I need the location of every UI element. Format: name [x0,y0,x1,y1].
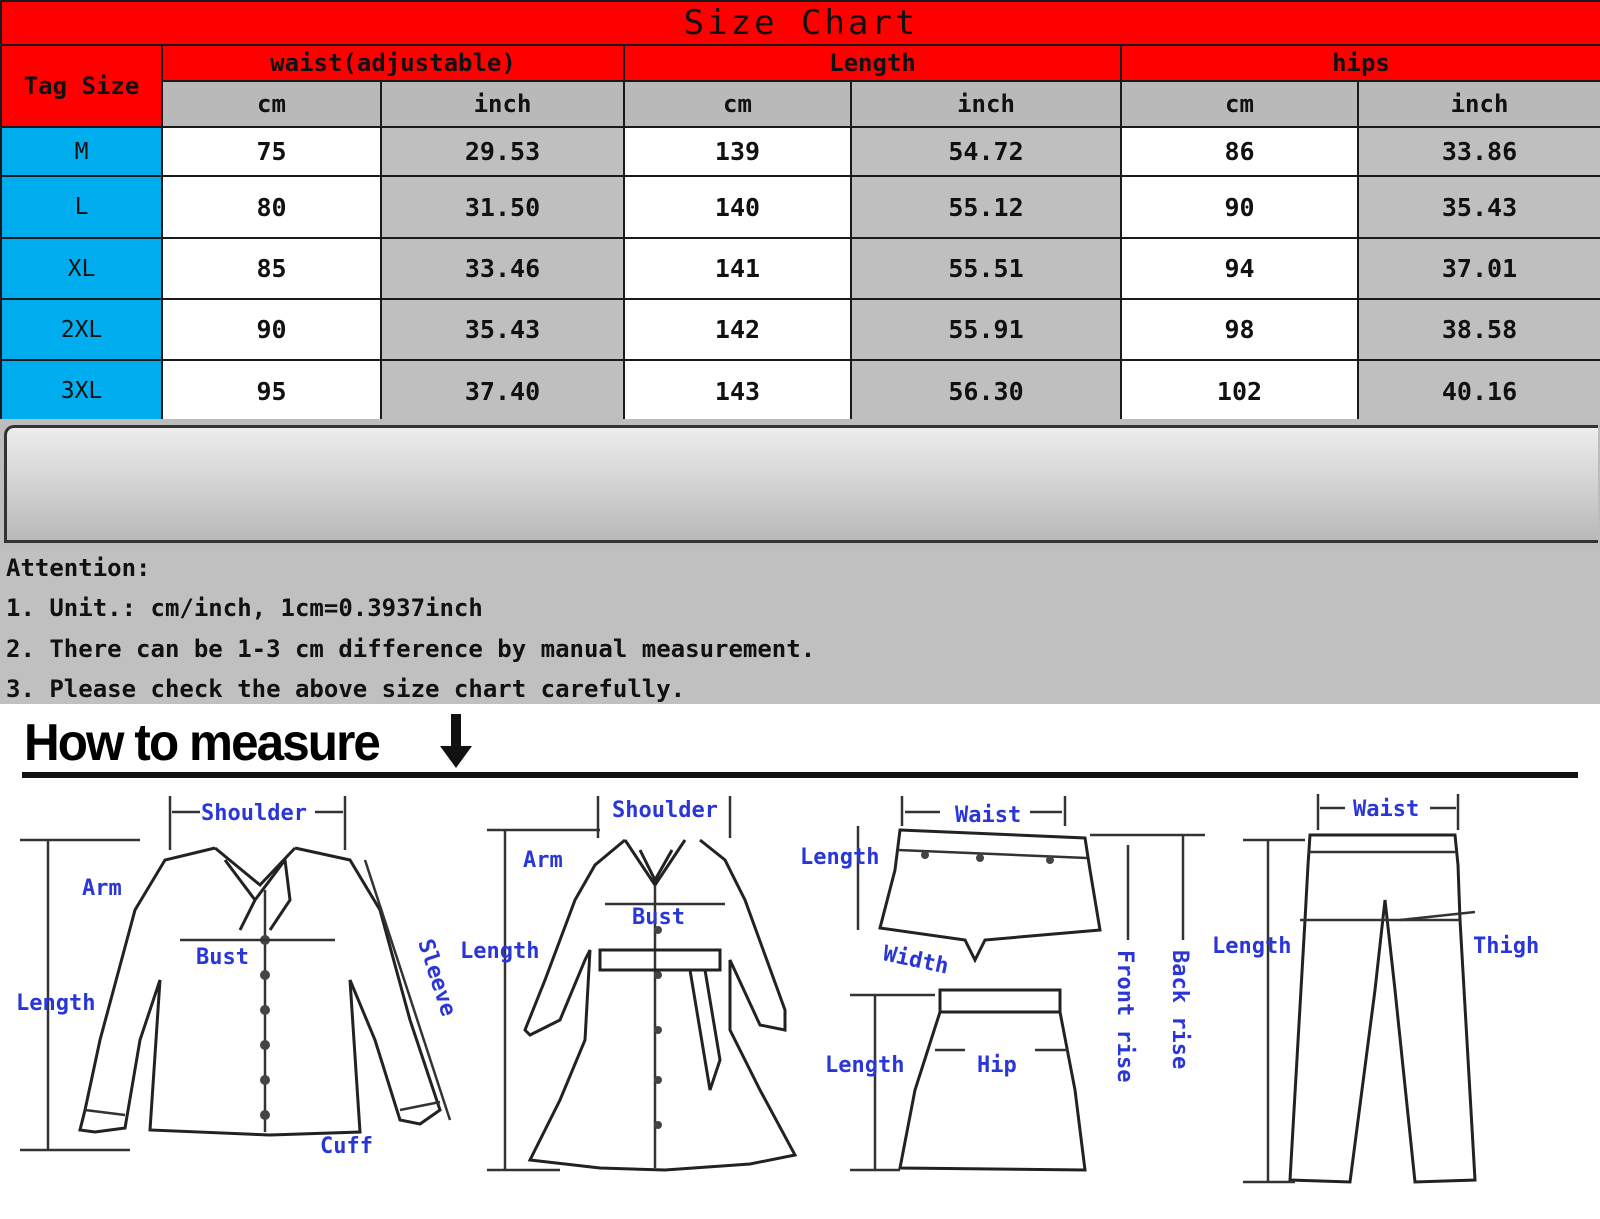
value-cell: 90 [1121,176,1358,238]
shorts-front-rise-label: Front rise [1112,950,1137,1083]
attention-item: 1. Unit.: cm/inch, 1cm=0.3937inch [6,594,483,622]
size-chart-table [0,0,1600,423]
value-cell: 95 [162,360,381,422]
shirt-length-label: Length [16,991,96,1016]
dress-length-label: Length [460,939,540,964]
down-arrow-icon [436,712,476,770]
unit-header: inch [381,81,624,127]
pants-thigh-label: Thigh [1473,934,1540,959]
value-cell: 35.43 [1358,176,1600,238]
skirt-hip-label: Hip [977,1053,1017,1078]
value-cell: 54.72 [851,127,1121,176]
title-underline [22,772,1578,778]
value-cell: 141 [624,238,851,299]
shirt-sleeve-label: Sleeve [412,936,461,1020]
gradient-panel [4,425,1598,543]
value-cell: 102 [1121,360,1358,422]
shirt-bust-label: Bust [196,945,249,970]
value-cell: 40.16 [1358,360,1600,422]
value-cell: 143 [624,360,851,422]
value-cell: 55.12 [851,176,1121,238]
skirt-length-label: Length [825,1053,905,1078]
shirt-illustration [80,848,440,1135]
value-cell: 98 [1121,299,1358,360]
shorts-waist-label: Waist [955,803,1022,828]
unit-header: inch [1358,81,1600,127]
waist-group-header: waist(adjustable) [162,45,624,81]
table-row [1,238,1600,299]
value-cell: 86 [1121,127,1358,176]
length-group-header: Length [624,45,1121,81]
value-cell: 55.91 [851,299,1121,360]
shirt-shoulder-label: Shoulder [201,801,307,826]
unit-header: cm [624,81,851,127]
value-cell: 142 [624,299,851,360]
dress-arm-label: Arm [523,848,563,873]
value-cell: 37.01 [1358,238,1600,299]
shorts-width-label: Width [880,941,951,980]
size-label: 3XL [1,360,162,422]
pants-waist-label: Waist [1353,797,1420,822]
measurement-diagram [0,790,1600,1219]
shirt-arm-label: Arm [82,876,122,901]
size-label: M [1,127,162,176]
pants-illustration [1290,835,1475,1182]
dress-shoulder-label: Shoulder [612,798,718,823]
pants-length-label: Length [1212,934,1292,959]
value-cell: 80 [162,176,381,238]
skirt-illustration [900,990,1085,1170]
value-cell: 140 [624,176,851,238]
table-row [1,176,1600,238]
unit-header: cm [162,81,381,127]
value-cell: 55.51 [851,238,1121,299]
attention-notes [0,548,1600,704]
value-cell: 75 [162,127,381,176]
table-row [1,360,1600,422]
size-label: 2XL [1,299,162,360]
dress-illustration [525,840,795,1170]
shorts-illustration [880,830,1100,960]
size-label: XL [1,238,162,299]
value-cell: 31.50 [381,176,624,238]
tag-size-header: Tag Size [1,45,162,127]
value-cell: 35.43 [381,299,624,360]
how-to-measure-title: How to measure [24,714,379,772]
value-cell: 94 [1121,238,1358,299]
table-row [1,127,1600,176]
unit-header: inch [851,81,1121,127]
attention-heading: Attention: [6,554,151,582]
value-cell: 37.40 [381,360,624,422]
shorts-back-rise-label: Back rise [1167,950,1192,1070]
value-cell: 33.46 [381,238,624,299]
attention-item: 2. There can be 1-3 cm difference by manual measurement. [6,635,816,663]
value-cell: 38.58 [1358,299,1600,360]
value-cell: 29.53 [381,127,624,176]
shorts-length-label: Length [800,845,880,870]
value-cell: 85 [162,238,381,299]
value-cell: 33.86 [1358,127,1600,176]
hips-group-header: hips [1121,45,1600,81]
attention-item: 3. Please check the above size chart carefully. [6,675,686,703]
value-cell: 56.30 [851,360,1121,422]
table-row [1,299,1600,360]
chart-title: Size Chart [1,1,1600,45]
shirt-cuff-label: Cuff [320,1134,373,1159]
unit-header: cm [1121,81,1358,127]
value-cell: 90 [162,299,381,360]
dress-bust-label: Bust [632,905,685,930]
size-label: L [1,176,162,238]
value-cell: 139 [624,127,851,176]
